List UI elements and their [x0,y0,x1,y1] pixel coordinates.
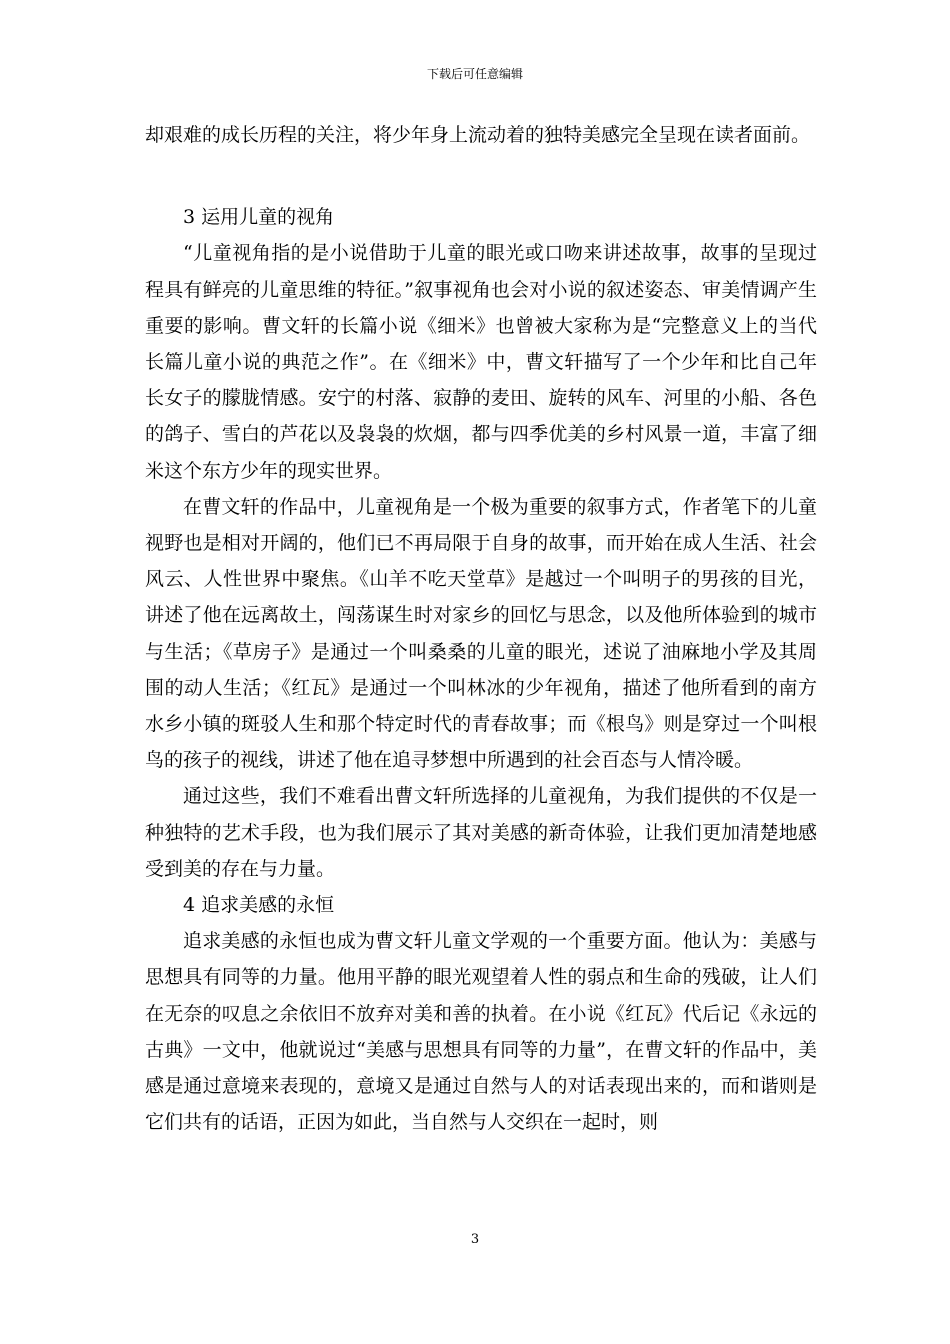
section-heading-4: 4 追求美感的永恒 [183,894,335,917]
paragraph: “儿童视角指的是小说借助于儿童的眼光或口吻来讲述故事，故事的呈现过程具有鲜亮的儿童思维的特征。”叙事视角也会对小说的叙述姿态、审美情调产生重要的影响。曹文轩的长篇小说《细米》也曾被大家称为是“完整意义上的当代长篇儿童小说的典范之作”。在《细米》中，曹文轩描写了一个少年和比自己年长女子的朦胧情感。安宁的村落、寂静的麦田、旋转的风车、河里的小船、各色的鸽子、雪白的芦花以及袅袅的炊烟，都与四季优美的乡村风景一道，丰富了细米这个东方少年的现实世界。 [145,242,817,482]
section-heading-3: 3 运用儿童的视角 [183,206,335,229]
paragraph: 在曹文轩的作品中，儿童视角是一个极为重要的叙事方式，作者笔下的儿童视野也是相对开阔的，他们已不再局限于自身的故事，而开始在成人生活、社会风云、人性世界中聚焦。《山羊不吃天堂草》是越过一个叫明子的男孩的目光，讲述了他在远离故土，闯荡谋生时对家乡的回忆与思念，以及他所体验到的城市与生活；《草房子》是通过一个叫桑桑的儿童的眼光，述说了油麻地小学及其周围的动人生活；《红瓦》是通过一个叫林冰的少年视角，描述了他所看到的南方水乡小镇的斑驳人生和那个特定时代的青春故事；而《根鸟》则是穿过一个叫根鸟的孩子的视线，讲述了他在追寻梦想中所遇到的社会百态与人情冷暖。 [145,495,817,772]
paragraph: 通过这些，我们不难看出曹文轩所选择的儿童视角，为我们提供的不仅是一种独特的艺术手段，也为我们展示了其对美感的新奇体验，让我们更加清楚地感受到美的存在与力量。 [145,785,817,880]
paragraph-gap [145,153,817,199]
document-body [145,117,817,1140]
paragraph-continuation: 却艰难的成长历程的关注，将少年身上流动着的独特美感完全呈现在读者面前。 [145,124,811,146]
page-header-note: 下载后可任意编辑 [426,67,523,81]
page-number: 3 [470,1232,480,1247]
paragraph: 追求美感的永恒也成为曹文轩儿童文学观的一个重要方面。他认为：美感与思想具有同等的力量。他用平静的眼光观望着人性的弱点和生命的残破，让人们在无奈的叹息之余依旧不放弃对美和善的执着。在小说《红瓦》代后记《永远的古典》一文中，他就说过“美感与思想具有同等的力量”，在曹文轩的作品中，美感是通过意境来表现的，意境又是通过自然与人的对话表现出来的，而和谐则是它们共有的话语，正因为如此，当自然与人交织在一起时，则 [145,930,817,1134]
